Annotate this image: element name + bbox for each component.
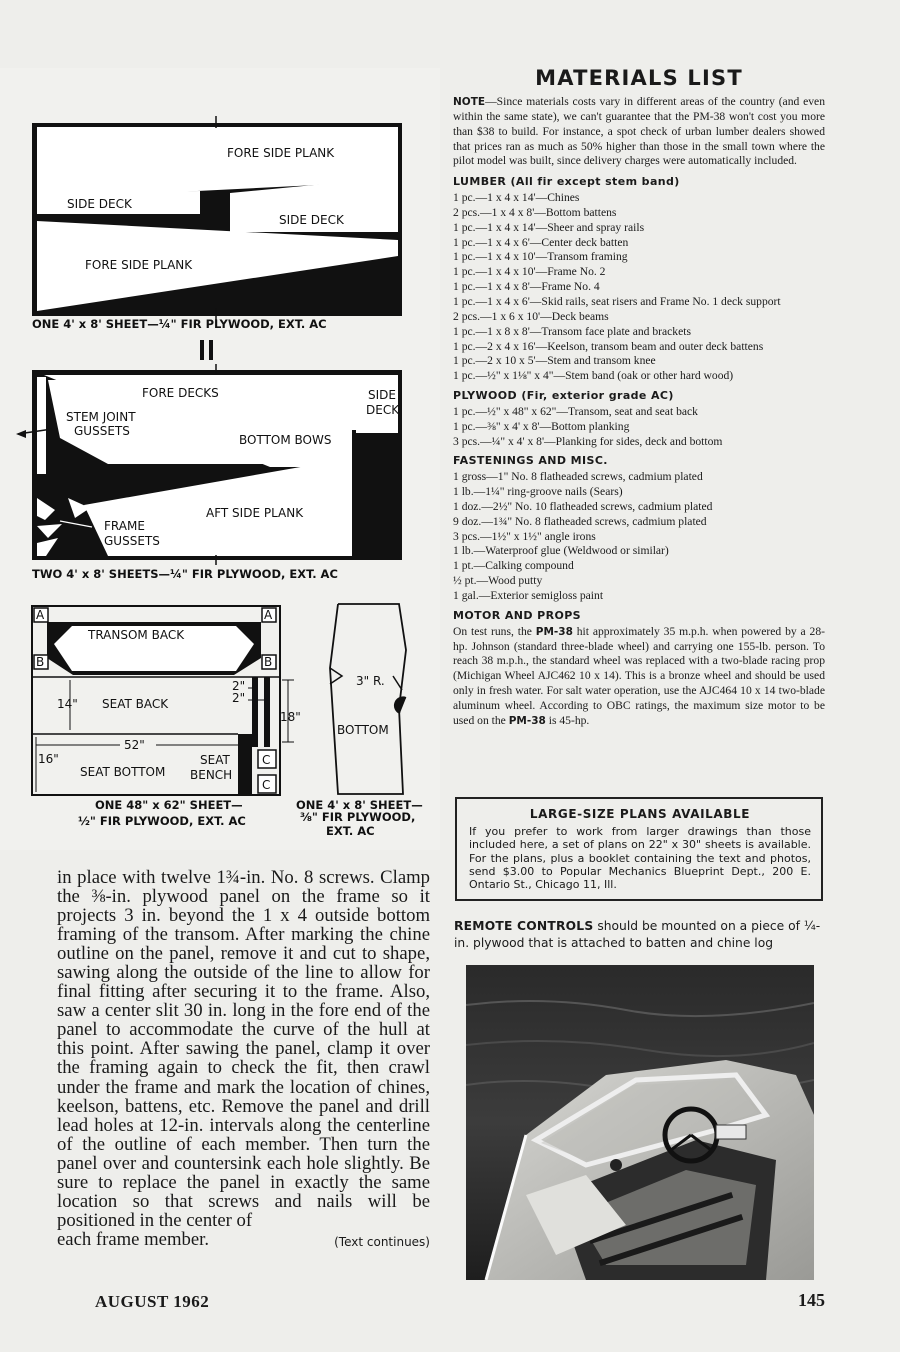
label-seat-back: SEAT BACK [102,697,169,711]
sheet-2-caption: TWO 4' x 8' SHEETS—¼" FIR PLYWOOD, EXT. AC [32,567,338,581]
list-item: 3 pcs.—1½" x 1½" angle irons [453,529,596,543]
label-fore-decks: FORE DECKS [142,386,219,400]
list-item: 9 doz.—1¾" No. 8 flatheaded screws, cadmium plated [453,514,707,528]
list-item: 1 pc.—1 x 8 x 8'—Transom face plate and brackets [453,324,691,338]
list-item: 1 pc.—1 x 4 x 6'—Skid rails, seat risers and Frame No. 1 deck support [453,294,781,308]
article-last-line [57,1230,430,1249]
sheet-3-caption-line-2: ½" FIR PLYWOOD, EXT. AC [78,814,246,828]
label-fore-side-plank-bottom: FORE SIDE PLANK [85,258,193,272]
label-transom-back: TRANSOM BACK [88,628,185,642]
label-b-right: B [264,655,273,669]
text-continues-note: (Text continues) [334,1234,430,1249]
label-frame: FRAME [104,519,145,533]
dim-18: 18" [280,710,301,724]
list-item: 1 pc.—⅜" x 4' x 8'—Bottom planking [453,419,630,433]
list-item: 1 pc.—½" x 1⅛" x 4"—Stem band (oak or other hard wood) [453,369,734,383]
model-name: PM-38 [535,625,573,638]
fastenings-heading: FASTENINGS AND MISC. [453,454,608,468]
dim-52: 52" [124,738,145,752]
label-side-deck-b: DECK [366,403,400,417]
footer-page-number: 145 [798,1290,825,1310]
sheet-4-caption-line-2: ⅜" FIR PLYWOOD, [300,810,416,824]
label-aft-side-plank: AFT SIDE PLANK [206,506,304,520]
label-side-deck-right: SIDE DECK [279,213,344,227]
plywood-heading: PLYWOOD (Fir, exterior grade AC) [453,389,674,403]
label-bottom: BOTTOM [337,723,389,737]
label-side-deck-left: SIDE DECK [67,197,132,211]
lumber-heading: LUMBER (All fir except stem band) [453,175,680,189]
list-item: 3 pcs.—¼" x 4' x 8'—Planking for sides, deck and bottom [453,434,723,448]
caption-lead: REMOTE CONTROLS [454,919,594,933]
sheet-1-caption: ONE 4' x 8' SHEET—¼" FIR PLYWOOD, EXT. AC [32,317,327,331]
sheet-3 [32,606,301,828]
boat-cockpit-photo [466,965,814,1280]
label-stem-gussets: GUSSETS [74,424,130,438]
label-seat-bottom: SEAT BOTTOM [80,765,166,779]
label-stem-joint: STEM JOINT [66,410,136,424]
plans-box-text: If you prefer to work from larger drawings than those included here, a set of plans on 22" x 30" sheets is available. For the plans, plus a booklet containing the text and photos, send $3.00 to Popular Mechanics Blueprint Dept., 200 E. Ontario St., Chicago 11, Ill. [469,825,811,892]
sheet-2 [16,364,402,581]
motor-text-part-2: hit approximately 35 m.p.h. when powered by a 28-hp. Johnson (standard three-blade wheel) and carrying one 155-lb. person. To reach 38 m.p.h., the standard wheel was replaced with a two-blade racing prop (Michigan Wheel AJC462 10 x 14). This is a bronze wheel and should be used only in fresh water. For salt water operation, use the AJC464 10 x 14 two-blade aluminum wheel. According to OBC ratings, the maximum size motor to be used on the [453,624,825,727]
list-item: ½ pt.—Wood putty [453,574,543,588]
label-a-right: A [264,608,273,622]
dim-2-b: 2" [232,691,246,705]
equals-bar-left [200,340,204,360]
label-3-in-radius: 3" R. [356,674,385,688]
article-last-line-text: each frame member. [57,1228,210,1250]
fastenings-list [453,470,825,604]
plans-available-box [455,797,823,901]
lumber-list [453,191,825,384]
note-text: —Since materials costs vary in different areas of the country (and even within the same state), we can't guarantee that the PM-38 won't cost you more than $38 to build. For instance, a spot check of urban lumber dealers showed that prices ran as much as 50% higher than those in the small town where the pilot model was built, since delivery charges were automatically included. [453,95,825,168]
remote-control-box [716,1125,746,1139]
materials-list-title: MATERIALS LIST [535,66,743,90]
list-item: 1 gross—1" No. 8 flatheaded screws, cadmium plated [453,470,703,484]
list-item: 1 pc.—1 x 4 x 10'—Frame No. 2 [453,265,606,279]
materials-list [453,95,825,729]
label-bottom-bows: BOTTOM BOWS [239,433,332,447]
sheet-4-caption-line-1: ONE 4' x 8' SHEET— [296,798,423,812]
list-item: 1 pc.—2 x 10 x 5'—Stem and transom knee [453,354,656,368]
bottom-panel-outline [330,604,406,794]
list-item: 1 pc.—½" x 48" x 62"—Transom, seat and seat back [453,404,698,418]
list-item: 1 pt.—Calking compound [453,559,574,573]
boat-photo-svg [466,965,814,1280]
sheet-4-caption-line-3: EXT. AC [326,824,375,838]
label-c-bottom: C [262,778,271,792]
plywood-list [453,405,825,450]
sheet-4 [296,604,423,838]
label-b-left: B [36,655,45,669]
equals-bar-right [209,340,213,360]
plans-box-title: LARGE-SIZE PLANS AVAILABLE [529,807,751,821]
label-side-deck-a: SIDE [368,388,396,402]
article-paragraph: in place with twelve 1¾-in. No. 8 screws. Clamp the ⅜-in. plywood panel on the frame so it projects 3 in. beyond the 1 x 4 outside bottom framing of the transom. After marking the chine outline on the panel, remove it and cut to shape, sawing along the outside of the line to allow for final fitting after securing it to the frame. Also, saw a center slit 30 in. long in the fore end of the panel to accommodate the curve of the hull at this point. After sawing the panel, clamp it over the framing again to check the fit, then crawl under the frame and mark the location of chines, keelson, battens, etc. Remove the panel and drill lead holes at 12-in. intervals along the centerline of the outline of each member. Then turn the panel over and countersink each hole slightly. Be sure to replace the panel in exactly the same location so that screws and nails will be positioned in the center of [57,867,430,1231]
label-bench: BENCH [190,768,233,782]
label-frame-gussets: GUSSETS [104,534,160,548]
list-item: 1 pc.—2 x 4 x 16'—Keelson, transom beam and outer deck battens [453,339,764,353]
list-item: 1 doz.—2½" No. 10 flatheaded screws, cadmium plated [453,499,713,513]
list-item: 1 pc.—1 x 4 x 14'—Chines [453,191,580,205]
article-body [57,868,430,1252]
caption-text: should be mounted on a piece of ¼-in. plywood that is attached to batten and chine log [454,919,821,950]
list-item: 1 pc.—1 x 4 x 6'—Center deck batten [453,235,629,249]
model-name: PM-38 [508,714,546,727]
dim-14: 14" [57,697,78,711]
list-item: 1 lb.—Waterproof glue (Weldwood or similar) [453,544,669,558]
label-a-left: A [36,608,45,622]
dim-2-a: 2" [232,679,246,693]
list-item: 1 gal.—Exterior semigloss paint [453,589,604,602]
list-item: 1 lb.—1¼" ring-groove nails (Sears) [453,485,623,499]
list-item: 2 pcs.—1 x 6 x 10'—Deck beams [453,309,609,323]
list-item: 1 pc.—1 x 4 x 14'—Sheer and spray rails [453,220,645,234]
stem-gusset-strip [37,377,46,474]
dim-16: 16" [38,752,59,766]
motor-props-heading: MOTOR AND PROPS [453,608,581,622]
materials-note [453,95,825,169]
label-seat: SEAT [200,753,230,767]
motor-props-text [453,625,825,729]
motor-text-part-1: On test runs, the [453,624,536,638]
list-item: 1 pc.—1 x 4 x 8'—Frame No. 4 [453,280,600,294]
list-item: 1 pc.—1 x 4 x 10'—Transom framing [453,250,628,264]
sheet-1 [32,116,402,331]
label-fore-side-plank-top: FORE SIDE PLANK [227,146,335,160]
motor-text-part-3: is 45-hp. [545,713,590,727]
footer-issue-date: AUGUST 1962 [95,1292,210,1311]
remote-controls-caption [454,918,826,951]
list-item: 2 pcs.—1 x 4 x 8'—Bottom battens [453,205,617,219]
label-c-top: C [262,753,271,767]
cutting-diagrams-svg [0,68,440,850]
note-label: NOTE [453,96,486,108]
sheet-3-caption-line-1: ONE 48" x 62" SHEET— [95,798,243,812]
cutting-diagrams [0,68,440,850]
